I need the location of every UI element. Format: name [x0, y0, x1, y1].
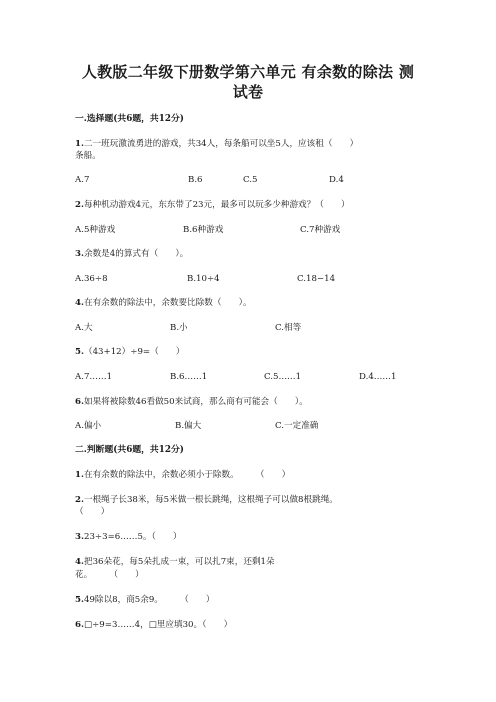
question-number: 4. — [75, 557, 84, 567]
judgment-1 — [75, 469, 290, 481]
option-b: B.小 — [170, 323, 188, 333]
option-a: A.偏小 — [75, 421, 102, 431]
judgment-3 — [75, 531, 182, 543]
question-6-options — [75, 420, 435, 432]
question-text: （43+12）÷9=（ ） — [83, 347, 185, 357]
question-text: 每种机动游戏4元，东东带了23元，最多可以玩多少种游戏？（ ） — [83, 200, 350, 210]
option-c: C.5 — [243, 175, 258, 185]
question-6 — [75, 396, 308, 408]
question-1-continued: 条船。 — [75, 151, 101, 161]
question-text: 一根绳子长38米，每5米做一根长跳绳，这根绳子可以做8根跳绳。 — [83, 495, 338, 505]
option-b: B.偏大 — [175, 421, 202, 431]
option-a: A.5种游戏 — [75, 225, 116, 235]
question-number: 6. — [75, 397, 84, 407]
option-a: A.大 — [75, 323, 93, 333]
option-a: A.7……1 — [75, 372, 113, 382]
title-line-1: 人教版二年级下册数学第六单元 有余数的除法 测 — [81, 63, 415, 81]
question-text: 23÷3=6……5。（ ） — [83, 532, 182, 542]
question-1 — [75, 138, 358, 150]
question-number: 1. — [75, 139, 84, 149]
question-2 — [75, 199, 350, 211]
question-text: 在有余数的除法中，余数要比除数（ ）。 — [83, 298, 252, 308]
option-c: C.7种游戏 — [300, 225, 341, 235]
judgment-4-continued: 花。 （ ） — [75, 570, 144, 580]
question-number: 1. — [75, 470, 84, 480]
question-number: 6. — [75, 620, 84, 630]
judgment-4 — [75, 556, 275, 568]
option-c: C.相等 — [275, 323, 302, 333]
judgment-2-continued: （ ） — [75, 507, 110, 517]
question-text: 在有余数的除法中，余数必须小于除数。 （ ） — [83, 470, 291, 480]
question-number: 2. — [75, 495, 84, 505]
option-b: B.6 — [188, 175, 203, 185]
option-a: A.7 — [75, 175, 90, 185]
question-5-options — [75, 371, 435, 383]
question-4-options — [75, 322, 435, 334]
option-b: B.10÷4 — [187, 274, 220, 284]
option-c: C.5……1 — [264, 372, 302, 382]
option-a: A.36÷8 — [75, 274, 108, 284]
option-b: B.6种游戏 — [183, 225, 224, 235]
question-5 — [75, 346, 185, 358]
question-text: 余数是4的算式有（ ）。 — [83, 249, 189, 259]
question-3 — [75, 248, 188, 260]
question-3-options — [75, 273, 435, 285]
question-number: 5. — [75, 347, 84, 357]
question-text: □÷9=3……4，□里应填30。（ ） — [83, 620, 233, 630]
judgment-2 — [75, 494, 338, 506]
question-text: 二一班玩激流勇进的游戏，共34人，每条船可以坐5人，应该租（ ） — [83, 139, 359, 149]
title-line-2: 试卷 — [232, 83, 264, 101]
section-heading-choice: 一.选择题(共6题，共12分) — [75, 114, 184, 124]
document-title — [60, 62, 436, 102]
question-text: 把36朵花，每5朵扎成一束，可以扎7束，还剩1朵 — [83, 557, 275, 567]
judgment-6 — [75, 619, 232, 631]
option-d: D.4 — [329, 175, 344, 185]
question-1-options — [75, 174, 435, 186]
question-text: 49除以8，商5余9。 （ ） — [83, 595, 215, 605]
question-number: 3. — [75, 249, 84, 259]
section-heading-judgment: 二.判断题(共6题，共12分) — [75, 445, 184, 455]
option-c: C.18−14 — [297, 274, 336, 284]
question-number: 5. — [75, 595, 84, 605]
judgment-5 — [75, 594, 214, 606]
option-b: B.6……1 — [170, 372, 208, 382]
question-number: 3. — [75, 532, 84, 542]
option-c: C.一定准确 — [275, 421, 319, 431]
option-d: D.4……1 — [359, 372, 397, 382]
question-4 — [75, 297, 252, 309]
question-2-options — [75, 224, 435, 236]
question-text: 如果将被除数46看做50来试商，那么商有可能会（ ）。 — [83, 397, 308, 407]
question-number: 2. — [75, 200, 84, 210]
question-number: 4. — [75, 298, 84, 308]
